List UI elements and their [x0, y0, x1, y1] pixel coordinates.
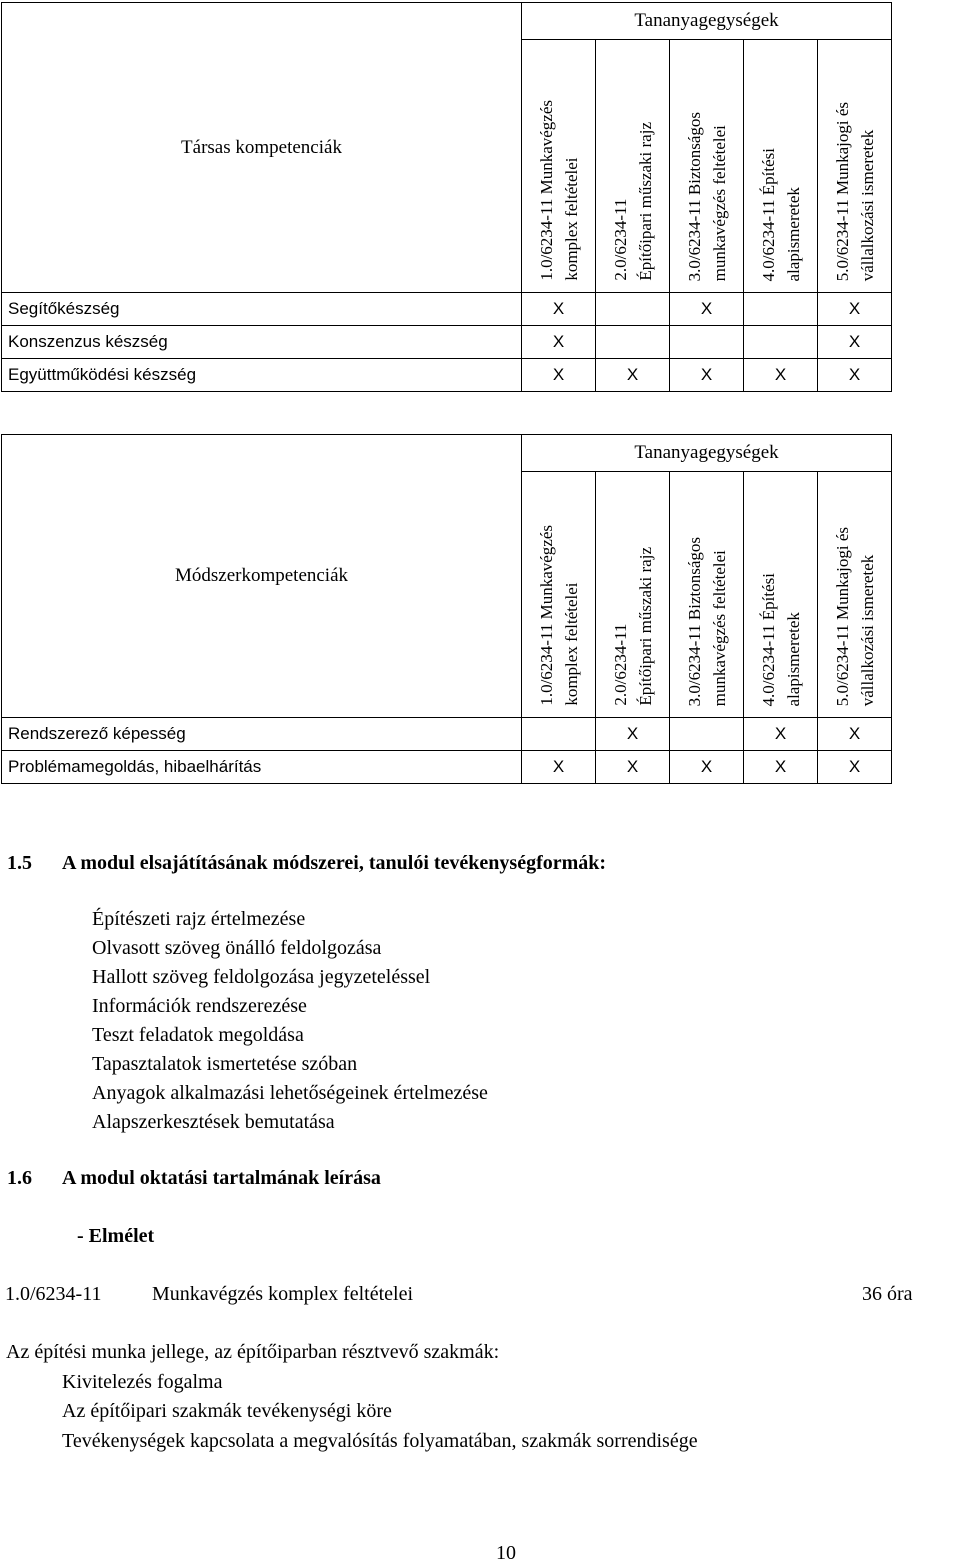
section-1-6-title: A modul oktatási tartalmának leírása — [62, 1167, 381, 1189]
column-header: 1.0/6234-11 Munkavégzés komplex feltételei — [522, 40, 596, 293]
group-header: Tananyagegységek — [522, 435, 892, 472]
mark-cell: X — [670, 359, 744, 392]
mark-cell — [744, 293, 818, 326]
list-item: Építészeti rajz értelmezése — [92, 908, 306, 930]
group-header: Tananyagegységek — [522, 3, 892, 40]
mark-cell: X — [818, 718, 892, 751]
paragraph-line: Az építőipari szakmák tevékenységi köre — [62, 1400, 392, 1422]
column-header: 5.0/6234-11 Munkajogi és vállalkozási ismeretek — [818, 40, 892, 293]
theory-subheading: - Elmélet — [77, 1225, 155, 1247]
mark-cell: X — [818, 326, 892, 359]
column-header: 3.0/6234-11 Biztonságos munkavégzés feltételei — [670, 40, 744, 293]
row-label: Segítőkészség — [2, 293, 522, 326]
section-1-5-heading — [7, 852, 32, 875]
mark-cell — [596, 326, 670, 359]
mark-cell — [670, 326, 744, 359]
column-header: 3.0/6234-11 Biztonságos munkavégzés feltételei — [670, 472, 744, 718]
column-header: 4.0/6234-11 Építési alapismeretek — [744, 40, 818, 293]
table-title-cell — [2, 435, 522, 718]
mark-cell: X — [522, 751, 596, 784]
column-header: 5.0/6234-11 Munkajogi és vállalkozási ismeretek — [818, 472, 892, 718]
row-label: Konszenzus készség — [2, 326, 522, 359]
mark-cell — [596, 293, 670, 326]
mark-cell: X — [670, 751, 744, 784]
list-item: Információk rendszerezése — [92, 995, 307, 1017]
unit-hours: 36 óra — [862, 1283, 913, 1305]
mark-cell: X — [670, 293, 744, 326]
list-item: Teszt feladatok megoldása — [92, 1024, 304, 1046]
unit-name: Munkavégzés komplex feltételei — [152, 1283, 414, 1305]
social-competencies-table — [1, 2, 892, 392]
paragraph-line: Tevékenységek kapcsolata a megvalósítás folyamatában, szakmák sorrendisége — [62, 1429, 698, 1452]
section-1-5-title: A modul elsajátításának módszerei, tanulói tevékenységformák: — [62, 852, 607, 874]
paragraph-intro: Az építési munka jellege, az építőiparban résztvevő szakmák: — [6, 1341, 500, 1363]
mark-cell: X — [596, 359, 670, 392]
paragraph-line: Kivitelezés fogalma — [62, 1370, 223, 1393]
mark-cell — [670, 718, 744, 751]
mark-cell: X — [818, 751, 892, 784]
list-item: Anyagok alkalmazási lehetőségeinek értelmezése — [92, 1082, 488, 1104]
mark-cell: X — [596, 718, 670, 751]
mark-cell: X — [522, 326, 596, 359]
unit-code: 1.0/6234-11 — [5, 1283, 102, 1305]
mark-cell: X — [818, 359, 892, 392]
column-header: 2.0/6234-11 Építőipari műszaki rajz — [596, 40, 670, 293]
table-row — [2, 326, 892, 359]
list-item: Olvasott szöveg önálló feldolgozása — [92, 937, 382, 959]
method-competencies-table — [1, 434, 892, 784]
table-row — [2, 751, 892, 784]
page-number: 10 — [496, 1542, 516, 1564]
mark-cell: X — [744, 359, 818, 392]
mark-cell: X — [522, 293, 596, 326]
column-header: 4.0/6234-11 Építési alapismeretek — [744, 472, 818, 718]
mark-cell: X — [744, 751, 818, 784]
row-label: Problémamegoldás, hibaelhárítás — [2, 751, 522, 784]
mark-cell — [744, 326, 818, 359]
mark-cell: X — [818, 293, 892, 326]
table-title: Módszerkompetenciák — [174, 565, 349, 586]
method-list — [92, 905, 488, 1137]
table-row — [2, 718, 892, 751]
mark-cell — [522, 718, 596, 751]
content-paragraph — [6, 1338, 698, 1456]
section-1-6-number: 1.6 — [7, 1167, 32, 1189]
table-title-cell — [2, 3, 522, 293]
column-header: 1.0/6234-11 Munkavégzés komplex feltételei — [522, 472, 596, 718]
row-label: Együttműködési készség — [2, 359, 522, 392]
mark-cell: X — [596, 751, 670, 784]
section-number: 1.5 — [7, 852, 32, 874]
table-title: Társas kompetenciák — [181, 136, 342, 158]
row-label: Rendszerező képesség — [2, 718, 522, 751]
list-item: Hallott szöveg feldolgozása jegyzeteléssel — [92, 966, 431, 988]
list-item: Alapszerkesztések bemutatása — [92, 1111, 335, 1133]
mark-cell: X — [744, 718, 818, 751]
column-header: 2.0/6234-11 Építőipari műszaki rajz — [596, 472, 670, 718]
table-row — [2, 293, 892, 326]
mark-cell: X — [522, 359, 596, 392]
table-row — [2, 359, 892, 392]
list-item: Tapasztalatok ismertetése szóban — [92, 1053, 358, 1075]
